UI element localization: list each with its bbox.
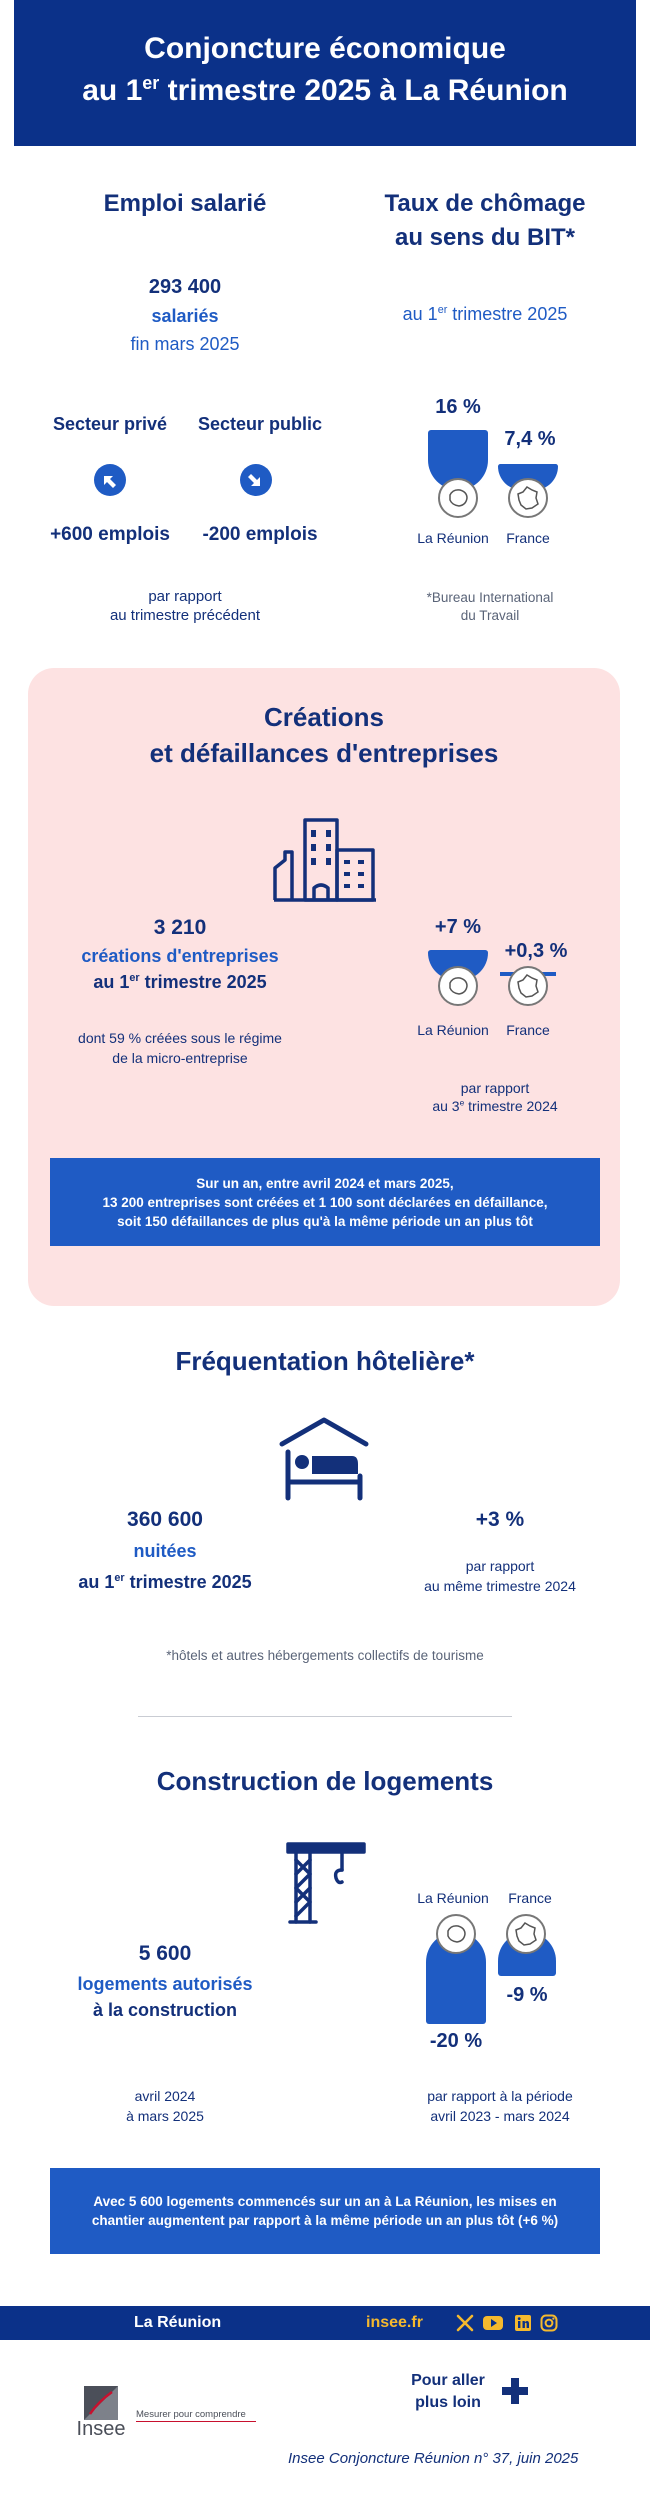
logement-unit: logements autorisés [77,1974,253,1994]
logement-reunion-label: La Réunion [417,1890,489,1906]
logement-box-line2: chantier augmentent par rapport à la même période un an plus tôt (+6 %) [91,2213,559,2228]
chomage-note-line2: du Travail [460,608,520,623]
creations-period: au 1er trimestre 2025 [93,972,267,992]
reunion-map-icon [438,966,478,1006]
logement-box-line1: Avec 5 600 logements commencés sur un an à La Réunion, les mises en [93,2194,557,2209]
entreprises-ref-line2: au 3e trimestre 2024 [432,1097,558,1114]
section-divider [138,1716,512,1717]
header-title-line1: Conjoncture économique [144,32,506,65]
france-map-icon [508,966,548,1006]
entreprises-title-line1: Créations [264,702,384,732]
hotel-change: +3 % [475,1508,525,1531]
hotel-ref-line2: au même trimestre 2024 [424,1578,576,1594]
insee-tagline: Mesurer pour comprendre [136,2409,256,2422]
logement-period-line1: avril 2024 [134,2088,196,2104]
hotel-unit: nuitées [133,1541,197,1561]
entreprises-box-line3: soit 150 défaillances de plus qu'à la même période un an plus tôt [117,1213,533,1229]
logement-title: Construction de logements [156,1766,494,1796]
arrow-down-icon [240,464,272,496]
emploi-total-unit: salariés [151,306,219,326]
logement-france-label: France [508,1890,552,1906]
insee-logo-text: Insee [76,2418,126,2440]
youtube-icon[interactable] [482,2314,504,2332]
header-banner [14,0,636,146]
entreprises-france-label: France [506,1022,550,1038]
micro-line2: de la micro-entreprise [112,1050,248,1066]
hotel-value: 360 600 [127,1508,203,1531]
entreprises-reunion-value: +7 % [434,916,482,938]
chomage-title-line2: au sens du BIT* [394,224,576,251]
footer-region: La Réunion [134,2314,222,2331]
secteur-public-value: -200 emplois [202,524,318,545]
france-map-icon [508,478,548,518]
logement-unit2: à la construction [92,2000,238,2020]
emploi-ref-line2: au trimestre précédent [109,607,261,624]
chomage-title-line1: Taux de chômage [384,190,586,217]
arrow-up-icon [94,464,126,496]
logement-period-line2: à mars 2025 [126,2108,204,2124]
creations-unit: créations d'entreprises [81,946,279,966]
plus-icon[interactable] [500,2376,530,2406]
publication-reference: Insee Conjoncture Réunion n° 37, juin 2025 [288,2450,579,2467]
logement-ref-line2: avril 2023 - mars 2024 [430,2108,570,2124]
linkedin-icon[interactable] [514,2314,532,2332]
instagram-icon[interactable] [540,2314,558,2332]
insee-logo [68,2384,134,2440]
chomage-note-line1: *Bureau International [426,590,554,605]
logement-ref-line1: par rapport à la période [427,2088,573,2104]
entreprises-ref-line1: par rapport [460,1080,530,1096]
entreprises-summary-box [50,1158,600,1246]
header-title-line2: au 1er trimestre 2025 à La Réunion [82,73,568,107]
logement-value: 5 600 [138,1942,192,1965]
micro-line1: dont 59 % créées sous le régime [78,1030,282,1046]
secteur-public-label: Secteur public [197,414,323,434]
logement-reunion-value: -20 % [429,2030,483,2052]
entreprises-reunion-label: La Réunion [417,1022,489,1038]
crane-icon [284,1840,368,1924]
chomage-period: au 1er trimestre 2025 [402,304,568,324]
chomage-reunion-value: 16 % [435,396,481,418]
entreprises-title-line2: et défaillances d'entreprises [149,738,499,768]
more-info-line2[interactable]: plus loin [415,2394,481,2411]
hotel-bed-icon [278,1416,370,1502]
creations-value: 3 210 [153,916,207,939]
entreprises-france-value: +0,3 % [504,940,568,962]
secteur-prive-value: +600 emplois [50,524,170,545]
buildings-icon [270,816,380,906]
chomage-reunion-label: La Réunion [417,530,489,546]
reunion-map-icon [438,478,478,518]
emploi-total-date: fin mars 2025 [130,334,240,354]
logement-france-value: -9 % [506,1984,548,2006]
x-twitter-icon[interactable] [456,2314,474,2332]
hotel-title: Fréquentation hôtelière* [175,1346,475,1376]
entreprises-box-line1: Sur un an, entre avril 2024 et mars 2025, [196,1175,454,1191]
chomage-france-value: 7,4 % [504,428,556,450]
france-map-icon [506,1914,546,1954]
emploi-ref-line1: par rapport [148,588,222,605]
hotel-period: au 1er trimestre 2025 [78,1572,252,1592]
emploi-title: Emploi salarié [103,190,267,217]
more-info-line1[interactable]: Pour aller [411,2372,485,2389]
hotel-ref-line1: par rapport [465,1558,535,1574]
logement-summary-box [50,2168,600,2254]
entreprises-box-line2: 13 200 entreprises sont créées et 1 100 sont déclarées en défaillance, [102,1194,548,1210]
reunion-map-icon [436,1914,476,1954]
hotel-note: *hôtels et autres hébergements collectifs de tourisme [166,1648,484,1663]
insee-site-link[interactable]: insee.fr [366,2314,423,2331]
emploi-total-value: 293 400 [148,276,222,298]
footer-bar [0,2306,650,2340]
chomage-france-label: France [506,530,550,546]
secteur-prive-label: Secteur privé [52,414,168,434]
